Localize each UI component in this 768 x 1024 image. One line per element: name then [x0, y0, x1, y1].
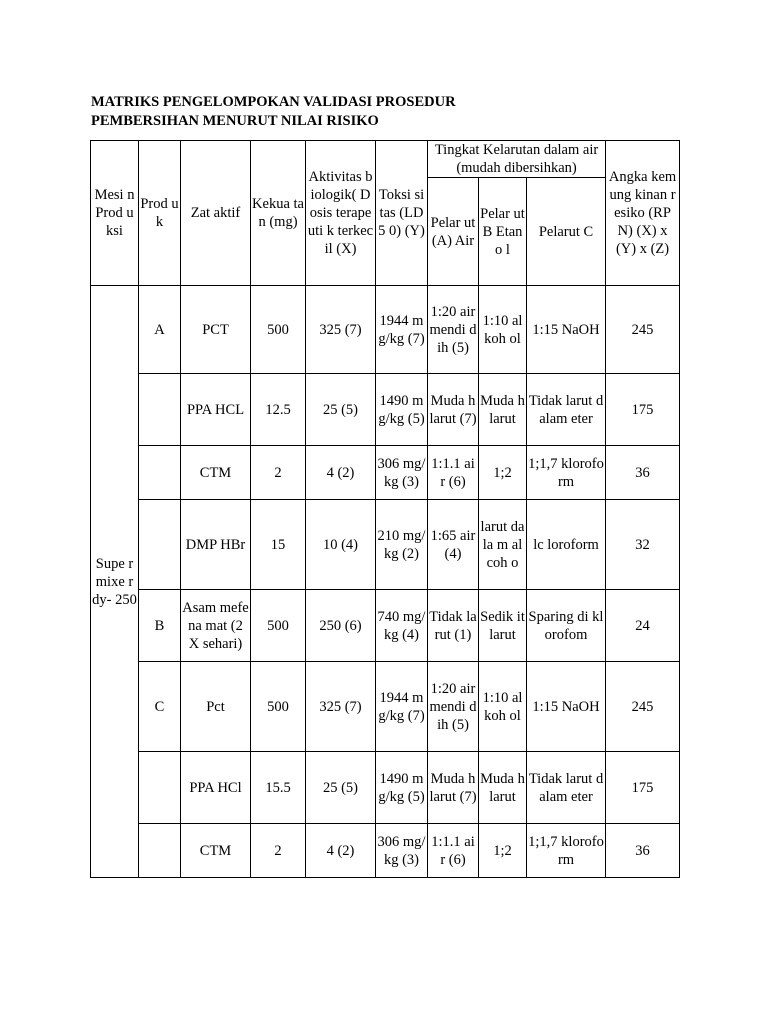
cell-toksisitas: 210 mg/kg (2)	[376, 500, 428, 590]
cell-zat-aktif: CTM	[181, 446, 251, 500]
cell-pelarut-a: Muda h larut (7)	[428, 374, 479, 446]
cell-zat-aktif: PPA HCL	[181, 374, 251, 446]
header-aktivitas: Aktivitas biologik( Dosis terapeuti k terkecil (X)	[306, 141, 376, 286]
cell-aktivitas: 325 (7)	[306, 286, 376, 374]
header-kekuatan: Kekua tan (mg)	[251, 141, 306, 286]
cell-aktivitas: 250 (6)	[306, 590, 376, 662]
header-zat-aktif: Zat aktif	[181, 141, 251, 286]
cell-pelarut-c: Tidak larut dalam eter	[527, 752, 606, 824]
header-row-1	[91, 141, 680, 178]
cell-aktivitas: 25 (5)	[306, 752, 376, 824]
document-title	[91, 93, 456, 131]
cell-produk: A	[139, 286, 181, 374]
cell-kekuatan: 2	[251, 446, 306, 500]
cell-pelarut-c: Tidak larut dalam eter	[527, 374, 606, 446]
cell-pelarut-b: 1;2	[479, 446, 527, 500]
cell-pelarut-c: 1;1,7 kloroform	[527, 446, 606, 500]
cell-kekuatan: 15.5	[251, 752, 306, 824]
cell-zat-aktif: PCT	[181, 286, 251, 374]
header-pelarut-a: Pelar ut (A) Air	[428, 178, 479, 286]
table-row	[91, 824, 680, 878]
cell-rpn: 175	[606, 374, 680, 446]
cell-aktivitas: 4 (2)	[306, 446, 376, 500]
cell-produk	[139, 500, 181, 590]
cell-pelarut-a: 1:65 air (4)	[428, 500, 479, 590]
cell-kekuatan: 500	[251, 662, 306, 752]
cell-pelarut-b: 1;2	[479, 824, 527, 878]
cell-produk	[139, 752, 181, 824]
cell-pelarut-c: lc loroform	[527, 500, 606, 590]
risk-matrix-table	[90, 140, 680, 878]
cell-pelarut-a: 1:20 air mendi dih (5)	[428, 286, 479, 374]
header-toksisitas: Toksi sitas (LD5 0) (Y)	[376, 141, 428, 286]
cell-aktivitas: 25 (5)	[306, 374, 376, 446]
header-mesin: Mesi n Prod uksi	[91, 141, 139, 286]
cell-aktivitas: 10 (4)	[306, 500, 376, 590]
table-row	[91, 374, 680, 446]
cell-pelarut-a: 1:1.1 air (6)	[428, 446, 479, 500]
table-row	[91, 590, 680, 662]
header-pelarut-c: Pelarut C	[527, 178, 606, 286]
cell-pelarut-b: Sedik it larut	[479, 590, 527, 662]
cell-pelarut-a: Tidak larut (1)	[428, 590, 479, 662]
cell-aktivitas: 325 (7)	[306, 662, 376, 752]
cell-toksisitas: 740 mg/kg (4)	[376, 590, 428, 662]
cell-pelarut-a: 1:20 air mendi dih (5)	[428, 662, 479, 752]
header-pelarut-b: Pelar ut B Etano l	[479, 178, 527, 286]
cell-zat-aktif: PPA HCl	[181, 752, 251, 824]
cell-pelarut-b: 1:10 alkoh ol	[479, 286, 527, 374]
title-line-1: MATRIKS PENGELOMPOKAN VALIDASI PROSEDUR	[91, 94, 456, 110]
cell-zat-aktif: CTM	[181, 824, 251, 878]
cell-rpn: 32	[606, 500, 680, 590]
cell-kekuatan: 12.5	[251, 374, 306, 446]
cell-rpn: 245	[606, 662, 680, 752]
cell-produk	[139, 374, 181, 446]
cell-pelarut-c: 1:15 NaOH	[527, 662, 606, 752]
cell-pelarut-a: 1:1.1 air (6)	[428, 824, 479, 878]
cell-toksisitas: 306 mg/kg (3)	[376, 446, 428, 500]
cell-kekuatan: 15	[251, 500, 306, 590]
cell-toksisitas: 1944 mg/kg (7)	[376, 286, 428, 374]
table-row	[91, 446, 680, 500]
cell-kekuatan: 2	[251, 824, 306, 878]
cell-pelarut-c: 1;1,7 kloroform	[527, 824, 606, 878]
cell-kekuatan: 500	[251, 590, 306, 662]
cell-pelarut-b: 1:10 alkoh ol	[479, 662, 527, 752]
header-produk: Prod uk	[139, 141, 181, 286]
cell-toksisitas: 306 mg/kg (3)	[376, 824, 428, 878]
cell-zat-aktif: Pct	[181, 662, 251, 752]
cell-rpn: 175	[606, 752, 680, 824]
table-row	[91, 500, 680, 590]
cell-produk	[139, 446, 181, 500]
table-row	[91, 662, 680, 752]
cell-toksisitas: 1944 mg/kg (7)	[376, 662, 428, 752]
cell-pelarut-c: 1:15 NaOH	[527, 286, 606, 374]
cell-zat-aktif: DMP HBr	[181, 500, 251, 590]
header-kelarutan-group: Tingkat Kelarutan dalam air (mudah dibersihkan)	[428, 141, 606, 178]
cell-pelarut-c: Sparing di klorofom	[527, 590, 606, 662]
cell-rpn: 36	[606, 446, 680, 500]
title-line-2: PEMBERSIHAN MENURUT NILAI RISIKO	[91, 113, 379, 129]
cell-rpn: 36	[606, 824, 680, 878]
cell-pelarut-b: larut dala m alcoh o	[479, 500, 527, 590]
cell-rpn: 245	[606, 286, 680, 374]
header-rpn: Angka kemung kinan resiko (RPN) (X) x (Y) x (Z)	[606, 141, 680, 286]
table-row	[91, 752, 680, 824]
cell-pelarut-b: Muda h larut	[479, 752, 527, 824]
cell-rpn: 24	[606, 590, 680, 662]
cell-aktivitas: 4 (2)	[306, 824, 376, 878]
cell-pelarut-a: Muda h larut (7)	[428, 752, 479, 824]
table-row	[91, 286, 680, 374]
cell-kekuatan: 500	[251, 286, 306, 374]
cell-mesin: Supe r mixe r dy- 250	[91, 286, 139, 878]
cell-toksisitas: 1490 mg/kg (5)	[376, 752, 428, 824]
cell-produk	[139, 824, 181, 878]
cell-produk: C	[139, 662, 181, 752]
cell-pelarut-b: Muda h larut	[479, 374, 527, 446]
cell-zat-aktif: Asam mefena mat (2 X sehari)	[181, 590, 251, 662]
cell-produk: B	[139, 590, 181, 662]
cell-toksisitas: 1490 mg/kg (5)	[376, 374, 428, 446]
